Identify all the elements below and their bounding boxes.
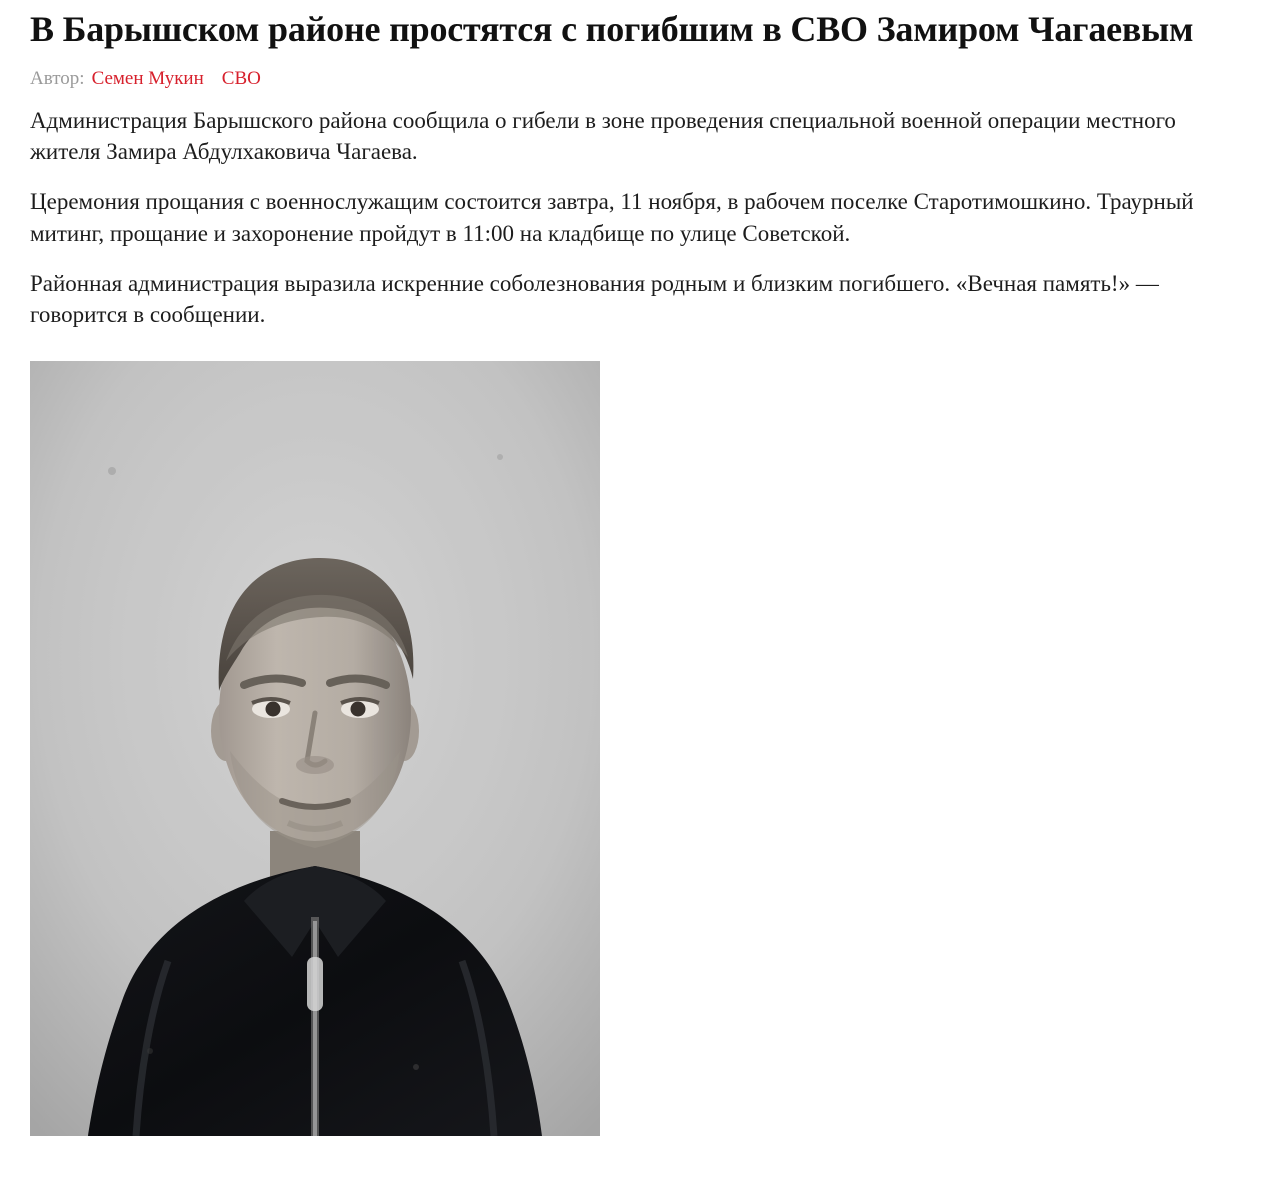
article-body xyxy=(30,105,1250,331)
article-paragraph: Районная администрация выразила искренние соболезнования родным и близким погибшего. «Вечная память!» — говорится в сообщении. xyxy=(30,270,1159,328)
page-title: В Барышском районе простятся с погибшим в СВО Замиром Чагаевым xyxy=(30,9,1194,49)
article-paragraph: Церемония прощания с военнослужащим состоится завтра, 11 ноября, в рабочем поселке Старотимошкино. Траурный митинг, прощание и захоронение пройдут в 11:00 на кладбище по улице Советской. xyxy=(30,189,1194,246)
byline xyxy=(30,68,1250,91)
byline-author-link[interactable]: Семен Мукин xyxy=(91,67,204,89)
article-photo-wrap xyxy=(30,361,1250,1136)
byline-label: Автор: xyxy=(30,67,85,89)
article-photo xyxy=(30,361,600,1136)
article-paragraph: Администрация Барышского района сообщила о гибели в зоне проведения специальной военной операции местного жителя Замира Абдулхаковича Чагаева. xyxy=(30,107,1176,165)
byline-tag-link[interactable]: СВО xyxy=(221,67,261,89)
